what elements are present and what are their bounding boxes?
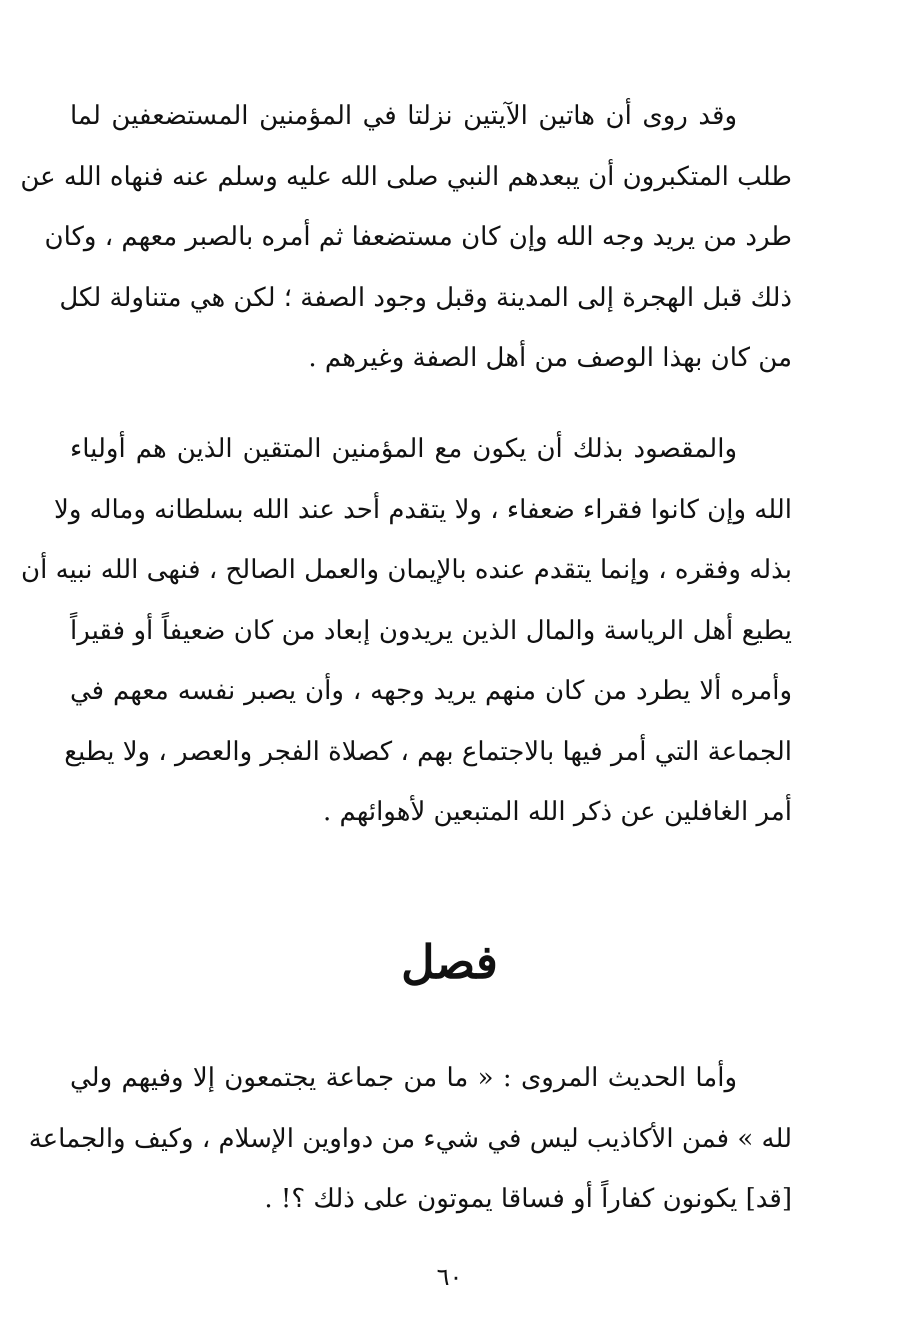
paragraph-line: طلب المتكبرون أن يبعدهم النبي صلى الله عليه وسلم عنه فنهاه الله عن [20,161,792,192]
paragraph-line: والمقصود بذلك أن يكون مع المؤمنين المتقين الذين هم أولياء [70,434,737,464]
paragraph-2 [20,419,792,843]
paragraph-line: [قد] يكونون كفاراً أو فساقا يموتون على ذلك ؟! . [264,1184,792,1214]
paragraph-line: لله » فمن الأكاذيب ليس في شيء من دواوين الإسلام ، وكيف والجماعة [28,1123,792,1154]
paragraph-line: وأما الحديث المروى : « ما من جماعة يجتمعون إلا وفيهم ولي [70,1063,737,1093]
paragraph-line: يطيع أهل الرياسة والمال الذين يريدون إبعاد من كان ضعيفاً أو فقيراً [70,615,792,646]
paragraph-line: وقد روى أن هاتين الآيتين نزلتا في المؤمنين المستضعفين لما [70,101,737,131]
paragraph-line: وأمره ألا يطرد من كان منهم يريد وجهه ، وأن يصبر نفسه معهم في [70,676,792,706]
paragraph-line: الله وإن كانوا فقراء ضعفاء ، ولا يتقدم أحد عند الله بسلطانه وماله ولا [53,494,792,525]
page-number: ٦٠ [436,1263,463,1291]
paragraph-1 [20,86,792,389]
paragraph-line: طرد من يريد وجه الله وإن كان مستضعفا ثم أمره بالصبر معهم ، وكان [44,222,792,252]
paragraph-line: من كان بهذا الوصف من أهل الصفة وغيرهم . [308,343,792,373]
section-paragraph [28,1048,792,1230]
paragraph-line: ذلك قبل الهجرة إلى المدينة وقبل وجود الصفة ؛ لكن هي متناولة لكل [59,282,792,313]
paragraph-line: بذله وفقره ، وإنما يتقدم عنده بالإيمان والعمل الصالح ، فنهى الله نبيه أن [20,555,792,585]
paragraph-line: الجماعة التي أمر فيها بالاجتماع بهم ، كصلاة الفجر والعصر ، ولا يطيع [64,736,792,767]
section-heading: فصل [401,935,498,989]
paragraph-line: أمر الغافلين عن ذكر الله المتبعين لأهوائهم . [323,797,792,827]
